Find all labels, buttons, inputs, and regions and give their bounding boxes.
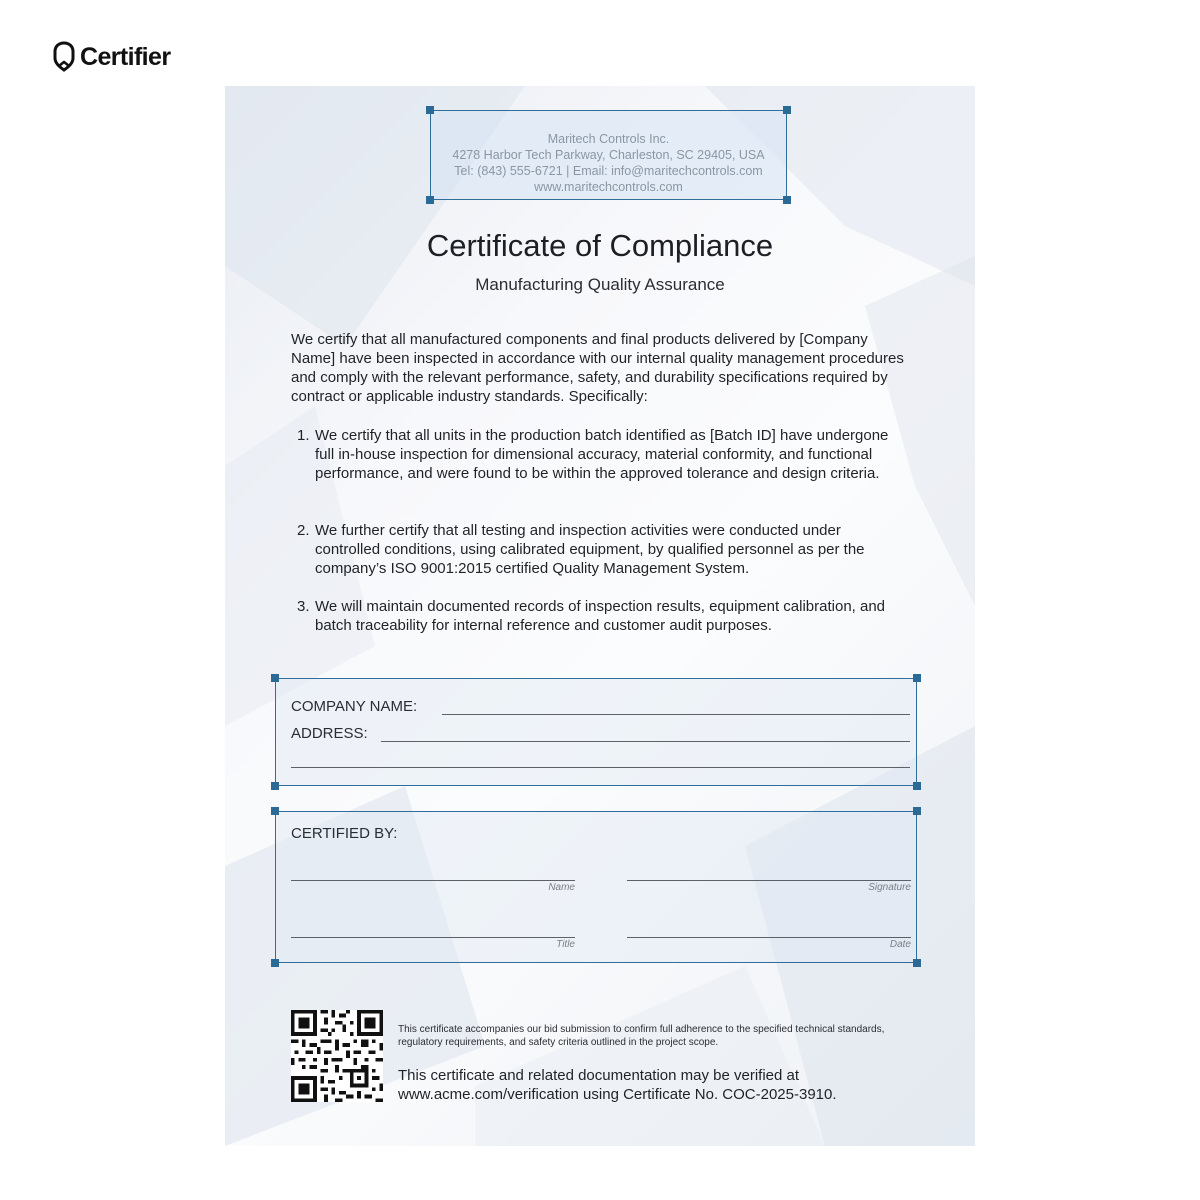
signature-line[interactable]	[627, 880, 911, 881]
issuer-header-box	[430, 110, 787, 200]
list-item-text: We will maintain documented records of inspection results, equipment calibration, and batch traceability for internal reference and customer audit purposes.	[315, 598, 886, 634]
company-handle-top-right[interactable]	[913, 674, 921, 682]
footer-note-small: This certificate accompanies our bid submission to confirm full adherence to the specified technical standards, regulatory requirements, and safety criteria outlined in the project scope.	[398, 1024, 885, 1048]
company-handle-top-left[interactable]	[271, 674, 279, 682]
certified-by-panel	[275, 811, 917, 963]
list-item-number: 2.	[297, 522, 310, 539]
title-caption: Title	[556, 939, 575, 950]
issuer-website: www.maritechcontrols.com	[534, 180, 683, 194]
list-item-text: We certify that all units in the production batch identified as [Batch ID] have undergone full in-house inspection for dimensional accuracy, material conformity, and functional performance, and were found to be within the approved tolerance and design criteria.	[315, 427, 889, 482]
title-line[interactable]	[291, 937, 575, 938]
header-handle-top-left[interactable]	[426, 106, 434, 114]
header-handle-bottom-right[interactable]	[783, 196, 791, 204]
header-handle-top-right[interactable]	[783, 106, 791, 114]
header-handle-bottom-left[interactable]	[426, 196, 434, 204]
name-line[interactable]	[291, 880, 575, 881]
address-line-2[interactable]	[291, 767, 910, 768]
certificate-sheet	[225, 86, 975, 1146]
intro-paragraph: We certify that all manufactured components and final products delivered by [Company Name] have been inspected in accordance with our internal quality management procedures and comply with the relevant performance, safety, and durability specifications required by contract or applicable industry standards. Specifically:	[291, 331, 904, 405]
certified-handle-top-left[interactable]	[271, 807, 279, 815]
issuer-address: 4278 Harbor Tech Parkway, Charleston, SC 29405, USA	[452, 148, 765, 162]
list-item-text: We further certify that all testing and inspection activities were conducted under controlled conditions, using calibrated equipment, by qualified personnel as per the company’s ISO 9001:2015 certified Quality Management System.	[315, 522, 865, 577]
certified-by-label: CERTIFIED BY:	[291, 825, 398, 842]
issuer-name: Maritech Controls Inc.	[547, 132, 670, 146]
signature-caption: Signature	[868, 882, 911, 893]
address-label: ADDRESS:	[291, 725, 368, 742]
date-caption: Date	[889, 939, 911, 950]
company-handle-bottom-left[interactable]	[271, 782, 279, 790]
certificate-title: Certificate of Compliance	[426, 228, 774, 263]
shield-check-icon	[52, 41, 76, 73]
company-name-label: COMPANY NAME:	[291, 698, 418, 715]
company-name-line[interactable]	[442, 714, 910, 715]
footer-verification-note: This certificate and related documentation may be verified at www.acme.com/verification using Certificate No. COC-2025-3910.	[398, 1067, 837, 1103]
certificate-subtitle: Manufacturing Quality Assurance	[475, 275, 725, 294]
company-panel	[275, 678, 917, 786]
brand-logo	[52, 40, 170, 74]
company-handle-bottom-right[interactable]	[913, 782, 921, 790]
list-item-number: 3.	[297, 598, 310, 615]
certified-handle-bottom-right[interactable]	[913, 959, 921, 967]
certified-handle-top-right[interactable]	[913, 807, 921, 815]
list-item-number: 1.	[297, 427, 310, 444]
brand-name: Certifier	[80, 43, 171, 71]
certified-handle-bottom-left[interactable]	[271, 959, 279, 967]
issuer-contact: Tel: (843) 555-6721 | Email: info@maritechcontrols.com	[454, 164, 763, 178]
date-line[interactable]	[627, 937, 911, 938]
address-line-1[interactable]	[381, 741, 910, 742]
qr-code-icon	[291, 1010, 383, 1102]
name-caption: Name	[548, 882, 575, 893]
